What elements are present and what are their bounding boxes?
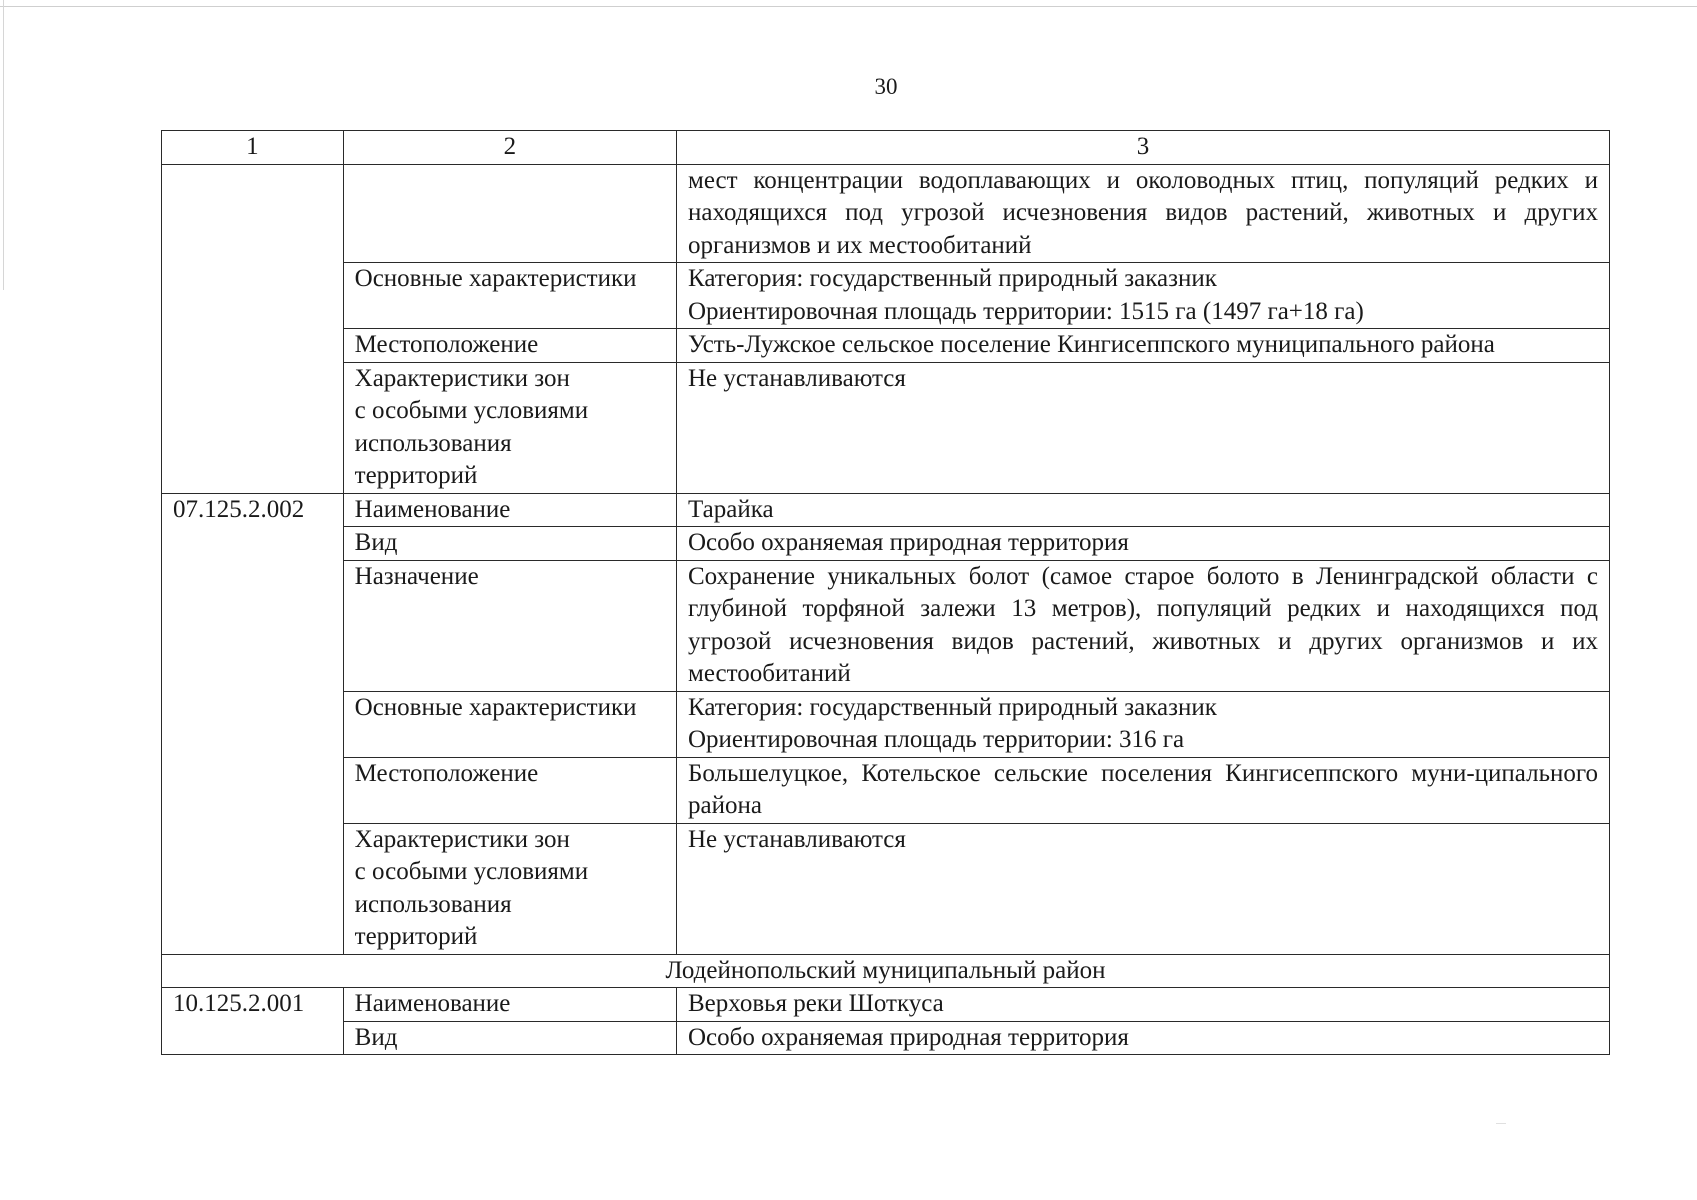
- scan-edge-top: [0, 6, 1697, 7]
- value-line: Ориентировочная площадь территории: 1515 га (1497 га+18 га): [688, 297, 1364, 325]
- value-cell: Не устанавливаются: [677, 823, 1610, 954]
- label-cell: [343, 164, 676, 263]
- label-line: использования: [354, 429, 512, 457]
- label-cell: Основные характеристики: [343, 691, 676, 757]
- label-cell: [343, 823, 676, 954]
- label-cell: Местоположение: [343, 329, 676, 363]
- label-line: Характеристики зон: [354, 364, 570, 392]
- value-line: Ориентировочная площадь территории: 316 га: [688, 726, 1185, 753]
- code-cell: 10.125.2.001: [162, 988, 344, 1055]
- table-row: [162, 988, 1610, 1022]
- label-line: с особыми условиями: [354, 397, 589, 424]
- value-cell: Большелуцкое, Котельское сельские поселения Кингисеппского муни-ципального района: [677, 757, 1610, 823]
- label-cell: Основные характеристики: [343, 263, 676, 329]
- table-header-row: [162, 131, 1610, 165]
- scan-edge-left: [3, 0, 4, 290]
- label-line: Характеристики зон: [354, 825, 570, 853]
- table-row: [162, 527, 1610, 561]
- table-row: [162, 493, 1610, 527]
- value-cell: Не устанавливаются: [677, 362, 1610, 493]
- table-row: [162, 823, 1610, 954]
- header-cell-2: 2: [343, 131, 676, 165]
- header-cell-1: 1: [162, 131, 344, 165]
- label-cell: Вид: [343, 527, 676, 561]
- value-cell: Особо охраняемая природная территория: [677, 1021, 1610, 1055]
- value-cell: Сохранение уникальных болот (самое старое болото в Ленинградской области с глубиной торфяной залежи 13 метров), популяций редких и находящихся под угрозой исчезновения видов растений, животных и других организмов и их местообитаний: [677, 560, 1610, 691]
- value-cell: Верховья реки Шоткуса: [677, 988, 1610, 1022]
- value-cell: Особо охраняемая природная территория: [677, 527, 1610, 561]
- table-row: [162, 329, 1610, 363]
- code-cell: [162, 164, 344, 493]
- table-row: [162, 164, 1610, 263]
- label-cell: [343, 362, 676, 493]
- page-number: 30: [874, 74, 898, 99]
- label-cell: Местоположение: [343, 757, 676, 823]
- label-cell: Вид: [343, 1021, 676, 1055]
- label-cell: Наименование: [343, 493, 676, 527]
- label-line: использования: [354, 890, 512, 918]
- value-line: Категория: государственный природный заказник: [688, 693, 1217, 721]
- scan-speck: [1496, 1123, 1506, 1124]
- label-line: территорий: [354, 923, 478, 950]
- table-row: [162, 757, 1610, 823]
- label-line: с особыми условиями: [354, 858, 589, 885]
- value-cell: Усть-Лужское сельское поселение Кингисеппского муниципального района: [677, 329, 1610, 363]
- value-line: Категория: государственный природный заказник: [688, 265, 1217, 292]
- table-row: [162, 560, 1610, 691]
- section-row: [162, 954, 1610, 988]
- value-cell: Тарайка: [677, 493, 1610, 527]
- label-line: территорий: [354, 462, 478, 489]
- table-row: [162, 263, 1610, 329]
- label-cell: Наименование: [343, 988, 676, 1022]
- value-cell: [677, 691, 1610, 757]
- value-cell: мест концентрации водоплавающих и околоводных птиц, популяций редких и находящихся под угрозой исчезновения видов растений, животных и других организмов и их местообитаний: [677, 164, 1610, 263]
- data-table: [161, 130, 1610, 1055]
- table-row: [162, 1021, 1610, 1055]
- table-row: [162, 691, 1610, 757]
- table-row: [162, 362, 1610, 493]
- label-cell: Назначение: [343, 560, 676, 691]
- header-cell-3: 3: [677, 131, 1610, 165]
- value-cell: [677, 263, 1610, 329]
- section-title: Лодейнопольский муниципальный район: [162, 954, 1610, 988]
- code-cell: 07.125.2.002: [162, 493, 344, 954]
